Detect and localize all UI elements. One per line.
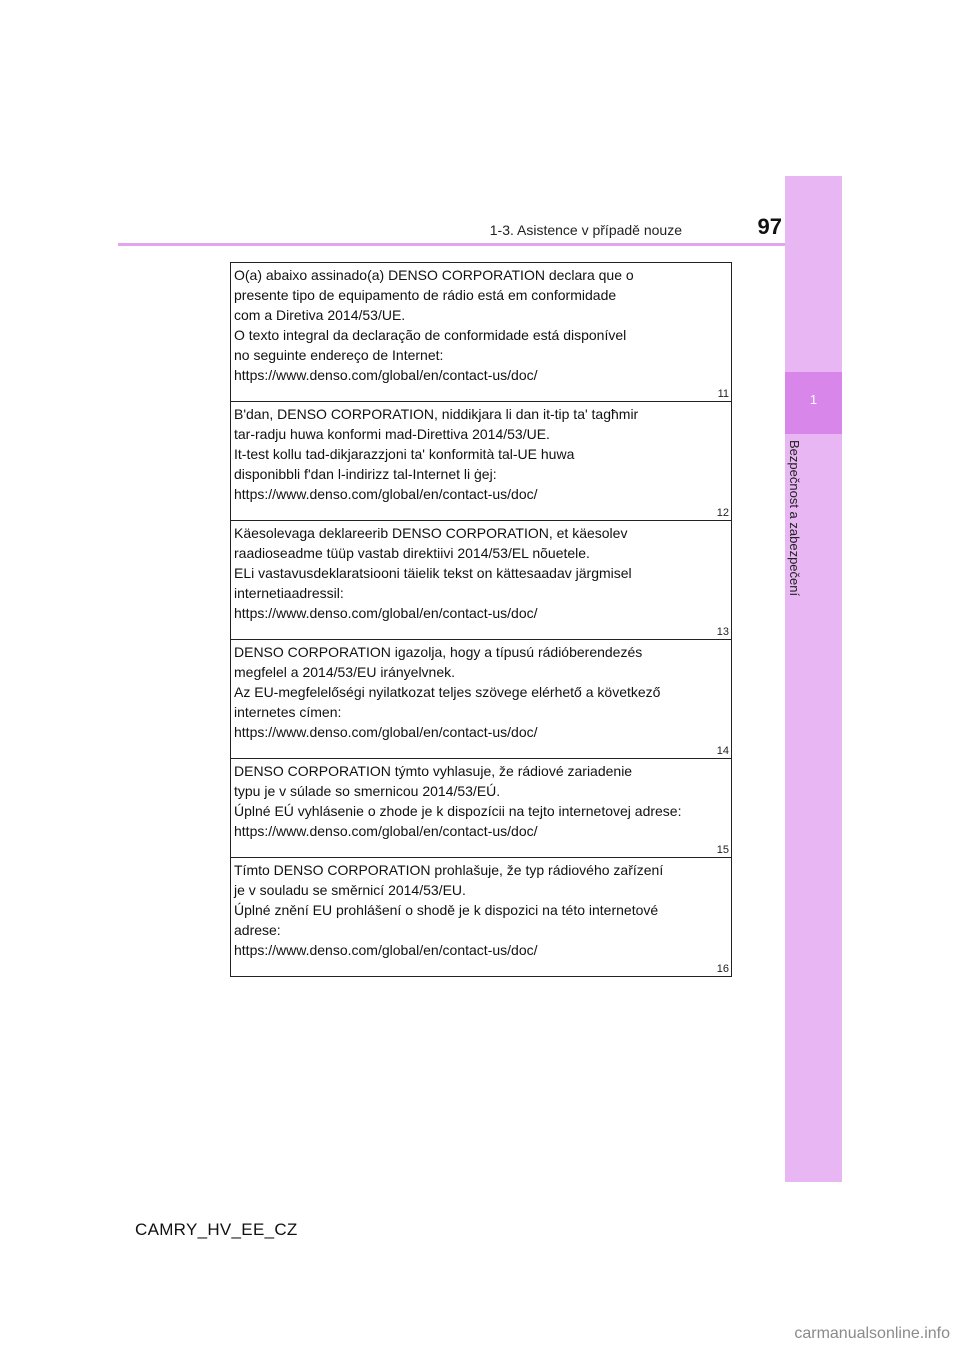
declaration-line: O(a) abaixo assinado(a) DENSO CORPORATION declara que o xyxy=(234,267,634,283)
declaration-line: https://www.denso.com/global/en/contact-us/doc/ xyxy=(234,724,538,740)
declaration-line: DENSO CORPORATION týmto vyhlasuje, že rádiové zariadenie xyxy=(234,763,633,779)
page-number: 97 xyxy=(757,214,782,239)
declaration-line: Úplné znění EU prohlášení o shodě je k dispozici na této internetové xyxy=(234,902,659,918)
declaration-id: 11 xyxy=(717,388,729,400)
section-title: 1-3. Asistence v případě nouze xyxy=(489,222,682,238)
document-id: CAMRY_HV_EE_CZ xyxy=(135,1220,298,1239)
declaration-line: It-test kollu tad-dikjarazzjoni ta' konformità tal-UE huwa xyxy=(234,446,575,462)
declaration-line: internetiaadressil: xyxy=(234,585,344,601)
declaration-line: com a Diretiva 2014/53/UE. xyxy=(234,307,406,323)
declaration-line: https://www.denso.com/global/en/contact-us/doc/ xyxy=(234,605,538,621)
declaration-block xyxy=(231,759,731,858)
declaration-block xyxy=(231,640,731,759)
declaration-line: tar-radju huwa konformi mad-Direttiva 2014/53/UE. xyxy=(234,426,550,442)
declaration-block xyxy=(231,858,731,976)
declaration-line: https://www.denso.com/global/en/contact-us/doc/ xyxy=(234,942,538,958)
header-rule xyxy=(118,243,840,246)
declaration-line: typu je v súlade so smernicou 2014/53/EÚ. xyxy=(234,783,501,799)
declaration-line: https://www.denso.com/global/en/contact-us/doc/ xyxy=(234,367,538,383)
declaration-line: https://www.denso.com/global/en/contact-us/doc/ xyxy=(234,823,538,839)
declaration-block xyxy=(231,402,731,521)
declaration-line: https://www.denso.com/global/en/contact-us/doc/ xyxy=(234,486,538,502)
declaration-line: presente tipo de equipamento de rádio está em conformidade xyxy=(234,287,617,303)
declaration-line: Úplné EÚ vyhlásenie o zhode je k dispozícii na tejto internetovej adrese: xyxy=(234,803,682,819)
declaration-line: adrese: xyxy=(234,922,281,938)
declaration-line: ELi vastavusdeklaratsiooni täielik tekst on kättesaadav järgmisel xyxy=(234,565,632,581)
declaration-line: Az EU-megfelelőségi nyilatkozat teljes szövege elérhető a következő xyxy=(234,684,661,700)
chapter-number: 1 xyxy=(809,392,818,407)
declaration-id: 13 xyxy=(716,626,729,638)
chapter-side-tab xyxy=(785,176,842,1182)
declaration-line: internetes címen: xyxy=(234,704,342,720)
declaration-line: raadioseadme tüüp vastab direktiivi 2014/53/EL nõuetele. xyxy=(234,545,590,561)
declaration-block xyxy=(231,521,731,640)
declaration-id: 14 xyxy=(716,745,729,757)
declaration-line: DENSO CORPORATION igazolja, hogy a típusú rádióberendezés xyxy=(234,644,643,660)
declaration-table xyxy=(230,262,732,977)
declaration-line: Käesolevaga deklareerib DENSO CORPORATION, et käesolev xyxy=(234,525,628,541)
declaration-line: je v souladu se směrnicí 2014/53/EU. xyxy=(234,882,466,898)
watermark-link[interactable]: carmanualsonline.info xyxy=(794,1325,950,1342)
declaration-line: Tímto DENSO CORPORATION prohlašuje, že typ rádiového zařízení xyxy=(234,862,664,878)
declaration-line: no seguinte endereço de Internet: xyxy=(234,347,444,363)
declaration-block xyxy=(231,263,731,402)
declaration-line: megfelel a 2014/53/EU irányelvnek. xyxy=(234,664,456,680)
declaration-line: disponibbli f'dan l-indirizz tal-Internet li ġej: xyxy=(234,466,497,482)
declaration-line: O texto integral da declaração de conformidade está disponível xyxy=(234,327,627,343)
declaration-id: 16 xyxy=(716,963,729,975)
declaration-id: 12 xyxy=(716,507,729,519)
chapter-title: Bezpečnost a zabezpečení xyxy=(787,440,802,597)
declaration-line: B'dan, DENSO CORPORATION, niddikjara li dan it-tip ta' tagħmir xyxy=(234,406,639,422)
declaration-id: 15 xyxy=(716,844,729,856)
